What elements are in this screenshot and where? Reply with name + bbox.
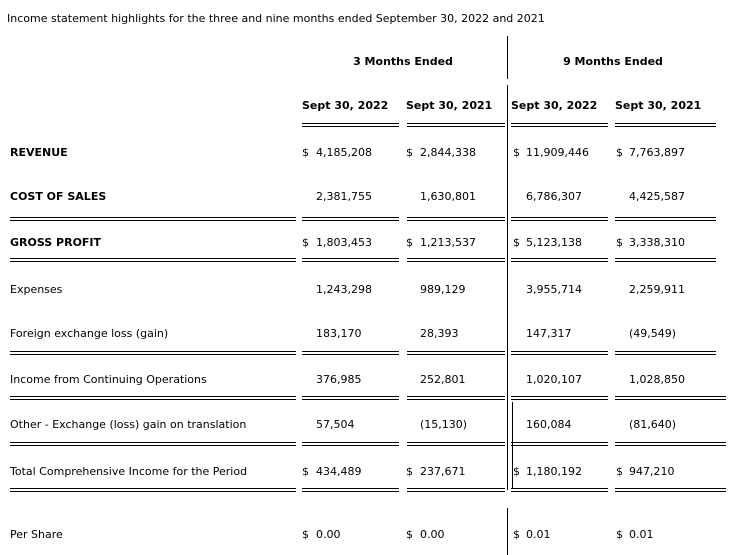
page-title: Income statement highlights for the three and nine months ended September 30, 2022 and 2021 [7,12,545,25]
cell-amount: 0.00 [316,528,341,541]
rule-line [615,396,726,400]
cell-amount: 989,129 [420,283,466,296]
cell-amount: 2,844,338 [420,146,476,159]
dollar-sign: $ [406,528,413,541]
cell-amount: 3,338,310 [629,236,685,249]
rule-line [302,258,399,262]
cell-amount: 5,123,138 [526,236,582,249]
dollar-sign: $ [616,465,623,478]
rule-line [10,258,296,262]
dollar-sign: $ [513,528,520,541]
rule-line [511,217,608,221]
row-label: Foreign exchange loss (gain) [10,327,169,340]
rule-line [615,442,726,446]
column-header-sept-30-2022-3mo: Sept 30, 2022 [302,99,389,112]
column-divider-line [507,36,508,79]
cell-amount: 947,210 [629,465,675,478]
rule-line [407,442,505,446]
cell-amount: (49,549) [629,327,677,340]
rule-line [615,351,716,355]
cell-amount: 3,955,714 [526,283,582,296]
rule-line [302,396,399,400]
row-label: COST OF SALES [10,190,107,203]
cell-amount: 11,909,446 [526,146,589,159]
cell-amount: 0.01 [629,528,654,541]
cell-amount: 1,243,298 [316,283,372,296]
rule-line [407,123,505,127]
dollar-sign: $ [513,146,520,159]
cell-amount: 147,317 [526,327,572,340]
rule-line [615,488,726,492]
rule-line [407,488,505,492]
cell-amount: 1,028,850 [629,373,685,386]
rule-line [407,351,505,355]
col-group-header-3-months: 3 Months Ended [353,55,453,68]
rule-line [511,442,608,446]
rule-line [615,123,716,127]
dollar-sign: $ [513,236,520,249]
cell-amount: 1,213,537 [420,236,476,249]
dollar-sign: $ [406,146,413,159]
rule-line [302,442,399,446]
column-header-sept-30-2021-3mo: Sept 30, 2021 [406,99,493,112]
rule-line [407,396,505,400]
cell-amount: 28,393 [420,327,459,340]
cell-amount: 6,786,307 [526,190,582,203]
row-label: Other - Exchange (loss) gain on translation [10,418,247,431]
cell-amount: 183,170 [316,327,362,340]
rule-line [615,217,716,221]
cell-amount: 0.00 [420,528,445,541]
column-header-sept-30-2022-9mo: Sept 30, 2022 [511,99,598,112]
cell-amount: 160,084 [526,418,572,431]
row-label: REVENUE [10,146,68,159]
cell-amount: 434,489 [316,465,362,478]
dollar-sign: $ [302,236,309,249]
rule-line [10,488,296,492]
rule-line [10,442,296,446]
rule-line [302,351,399,355]
rule-line [10,217,296,221]
rule-line [511,488,608,492]
dollar-sign: $ [513,465,520,478]
dollar-sign: $ [406,465,413,478]
rule-line [407,258,505,262]
dollar-sign: $ [302,465,309,478]
column-divider-line [507,508,508,555]
rule-line [511,258,608,262]
rule-line [511,351,608,355]
rule-line [511,396,608,400]
rule-line [302,217,399,221]
rule-line [302,123,399,127]
col-group-header-9-months: 9 Months Ended [563,55,663,68]
dollar-sign: $ [302,146,309,159]
dollar-sign: $ [406,236,413,249]
cell-amount: 57,504 [316,418,355,431]
rule-line [10,396,296,400]
cell-amount: 1,180,192 [526,465,582,478]
rule-line [302,488,399,492]
row-label: Income from Continuing Operations [10,373,207,386]
dollar-sign: $ [616,236,623,249]
cell-amount: 252,801 [420,373,466,386]
cell-amount: 0.01 [526,528,551,541]
cell-amount: 376,985 [316,373,362,386]
rule-line [615,258,716,262]
cell-amount: 2,259,911 [629,283,685,296]
cell-amount: 1,630,801 [420,190,476,203]
cell-amount: (81,640) [629,418,677,431]
box-edge-line [512,402,513,488]
row-label: Per Share [10,528,63,541]
column-header-sept-30-2021-9mo: Sept 30, 2021 [615,99,702,112]
cell-amount: (15,130) [420,418,468,431]
rule-line [511,123,608,127]
row-label: GROSS PROFIT [10,236,102,249]
cell-amount: 4,425,587 [629,190,685,203]
cell-amount: 1,803,453 [316,236,372,249]
cell-amount: 1,020,107 [526,373,582,386]
dollar-sign: $ [302,528,309,541]
column-divider-line [507,85,508,490]
row-label: Total Comprehensive Income for the Period [10,465,248,478]
rule-line [407,217,505,221]
cell-amount: 2,381,755 [316,190,372,203]
cell-amount: 237,671 [420,465,466,478]
row-label: Expenses [10,283,63,296]
dollar-sign: $ [616,146,623,159]
cell-amount: 7,763,897 [629,146,685,159]
dollar-sign: $ [616,528,623,541]
cell-amount: 4,185,208 [316,146,372,159]
rule-line [10,351,296,355]
